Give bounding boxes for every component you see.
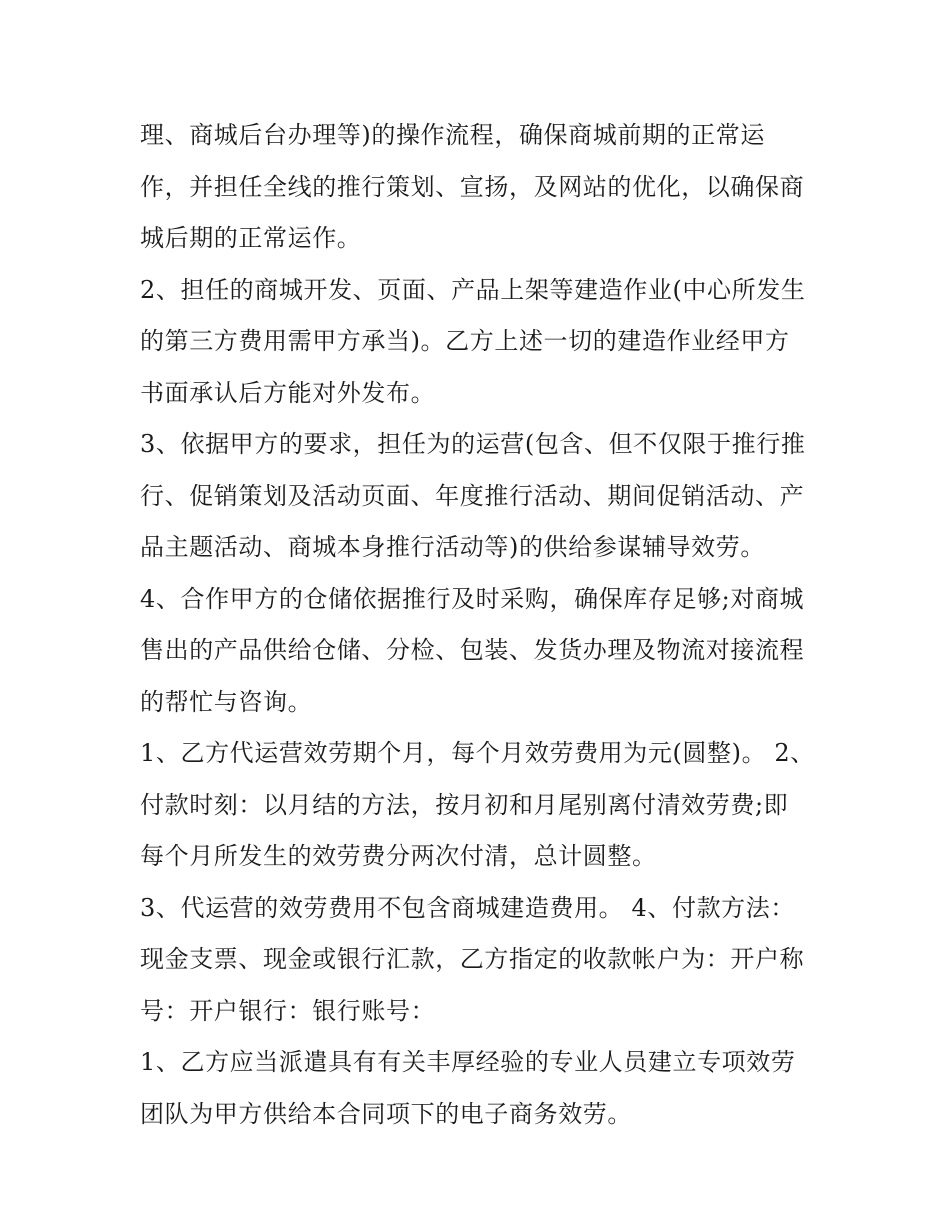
- text-line: 3、依据甲方的要求，担任为的运营(包含、但不仅限于推行推: [140, 430, 806, 458]
- text-line: 书面承认后方能对外发布。: [140, 378, 436, 407]
- text-line: 2、担任的商城开发、页面、产品上架等建造作业(中心所发生: [140, 275, 806, 304]
- text-line: 现金支票、现金或银行汇款，乙方指定的收款帐户为：开户称: [140, 945, 805, 973]
- text-line: 的帮忙与咨询。: [140, 687, 313, 716]
- text-line: 1、乙方代运营效劳期个月，每个月效劳费用为元(圆整)。 2、: [140, 739, 815, 767]
- text-line: 1、乙方应当派遣具有有关丰厚经验的专业人员建立专项效劳: [140, 1048, 796, 1076]
- text-line: 城后期的正常运作。: [140, 224, 362, 252]
- document-body: [140, 110, 820, 1140]
- text-line: 作，并担任全线的推行策划、宣扬，及网站的优化，以确保商: [140, 172, 805, 201]
- text-line: 号：开户银行：银行账号：: [140, 996, 436, 1025]
- text-line: 的第三方费用需甲方承当)。乙方上述一切的建造作业经甲方: [140, 327, 790, 355]
- text-line: 付款时刻：以月结的方法，按月初和月尾别离付清效劳费;即: [140, 790, 789, 819]
- text-line: 品主题活动、商城本身推行活动等)的供给参谋辅导效劳。: [140, 533, 765, 561]
- text-line: 4、合作甲方的仓储依据推行及时采购，确保库存足够;对商城: [140, 584, 805, 613]
- text-line: 行、促销策划及活动页面、年度推行活动、期间促销活动、产: [140, 481, 805, 510]
- text-line: 每个月所发生的效劳费分两次付清，总计圆整。: [140, 842, 657, 870]
- text-line: 售出的产品供给仓储、分检、包装、发货办理及物流对接流程: [140, 636, 805, 664]
- text-line: 理、商城后台办理等)的操作流程，确保商城前期的正常运: [140, 121, 765, 149]
- text-line: 团队为甲方供给本合同项下的电子商务效劳。: [140, 1099, 632, 1128]
- text-line: 3、代运营的效劳费用不包含商城建造费用。 4、付款方法：: [140, 893, 795, 922]
